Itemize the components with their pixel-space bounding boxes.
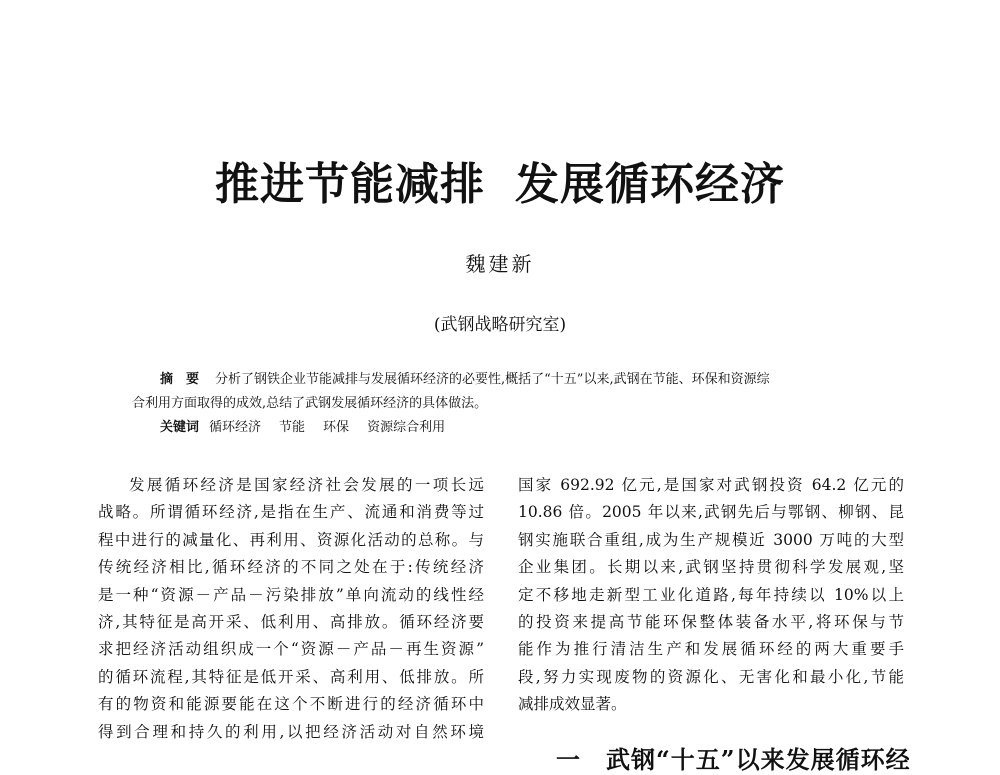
keyword-item: 循环经济 — [209, 420, 262, 435]
body-left-line-6: 济,其特征是高开采、低利用、高排放。循环经济要 — [98, 612, 484, 631]
body-left-line-5: 是一种“资源－产品－污染排放”单向流动的线性经 — [98, 585, 484, 604]
abstract-label: 摘 要 — [160, 372, 200, 387]
abstract-line-1 — [132, 368, 892, 392]
author-affiliation: (武钢战略研究室) — [433, 315, 567, 335]
author-name: 魏建新 — [465, 252, 535, 276]
body-left-line-10: 得到合理和持久的利用,以把经济活动对自然环境 — [98, 722, 484, 741]
body-right-line-3: 钢实施联合重组,成为生产规模近 3000 万吨的大型 — [518, 530, 904, 549]
keywords-label: 关键词 — [160, 420, 200, 435]
body-left-line-9: 有的物资和能源要能在这个不断进行的经济循环中 — [98, 695, 484, 714]
paper-title-part1: 推进节能减排 — [215, 159, 485, 210]
body-left-line-1: 发展循环经济是国家经济社会发展的一项长远 — [129, 476, 484, 494]
keywords-line — [132, 416, 892, 440]
section-heading: 一 武钢“十五”以来发展循环经 — [556, 745, 911, 774]
body-right-line-1: 国家 692.92 亿元,是国家对武钢投资 64.2 亿元的 — [518, 476, 904, 494]
body-left-line-4: 传统经济相比,循环经济的不同之处在于:传统经济 — [98, 558, 484, 577]
body-right-line-8: 段,努力实现废物的资源化、无害化和最小化,节能 — [518, 667, 904, 686]
body-right-line-4: 企业集团。长期以来,武钢坚持贯彻科学发展观,坚 — [518, 558, 904, 577]
body-right-line-2: 10.86 倍。2005 年以来,武钢先后与鄂钢、柳钢、昆 — [518, 503, 904, 522]
body-right-line-6: 的投资来提高节能环保整体装备水平,将环保与节 — [518, 612, 904, 631]
abstract-text-1: 分析了钢铁企业节能减排与发展循环经济的必要性,概括了“十五”以来,武钢在节能、环保和资源综 — [215, 372, 770, 387]
body-column-right — [518, 472, 904, 719]
abstract-block — [132, 368, 892, 440]
keyword-item: 资源综合利用 — [367, 420, 446, 435]
body-column-left — [98, 472, 484, 746]
body-right-line-9: 减排成效显著。 — [518, 695, 627, 714]
abstract-text-2: 合利用方面取得的成效,总结了武钢发展循环经济的具体做法。 — [132, 396, 488, 411]
abstract-line-2 — [132, 392, 892, 416]
body-right-line-5: 定不移地走新型工业化道路,每年持续以 10%以上 — [518, 585, 904, 604]
body-left-line-3: 程中进行的减量化、再利用、资源化活动的总称。与 — [98, 530, 484, 549]
keyword-item: 节能 — [279, 420, 306, 435]
paper-title — [0, 148, 1000, 212]
body-left-line-7: 求把经济活动组织成一个“资源－产品－再生资源” — [98, 640, 484, 659]
paper-title-part2: 发展循环经济 — [515, 159, 785, 210]
body-left-line-2: 战略。所谓循环经济,是指在生产、流通和消费等过 — [98, 503, 484, 522]
body-left-line-8: 的循环流程,其特征是低开采、高利用、低排放。所 — [98, 667, 484, 686]
body-right-line-7: 能作为推行清洁生产和发展循环经的两大重要手 — [518, 640, 904, 659]
keyword-item: 环保 — [323, 420, 350, 435]
